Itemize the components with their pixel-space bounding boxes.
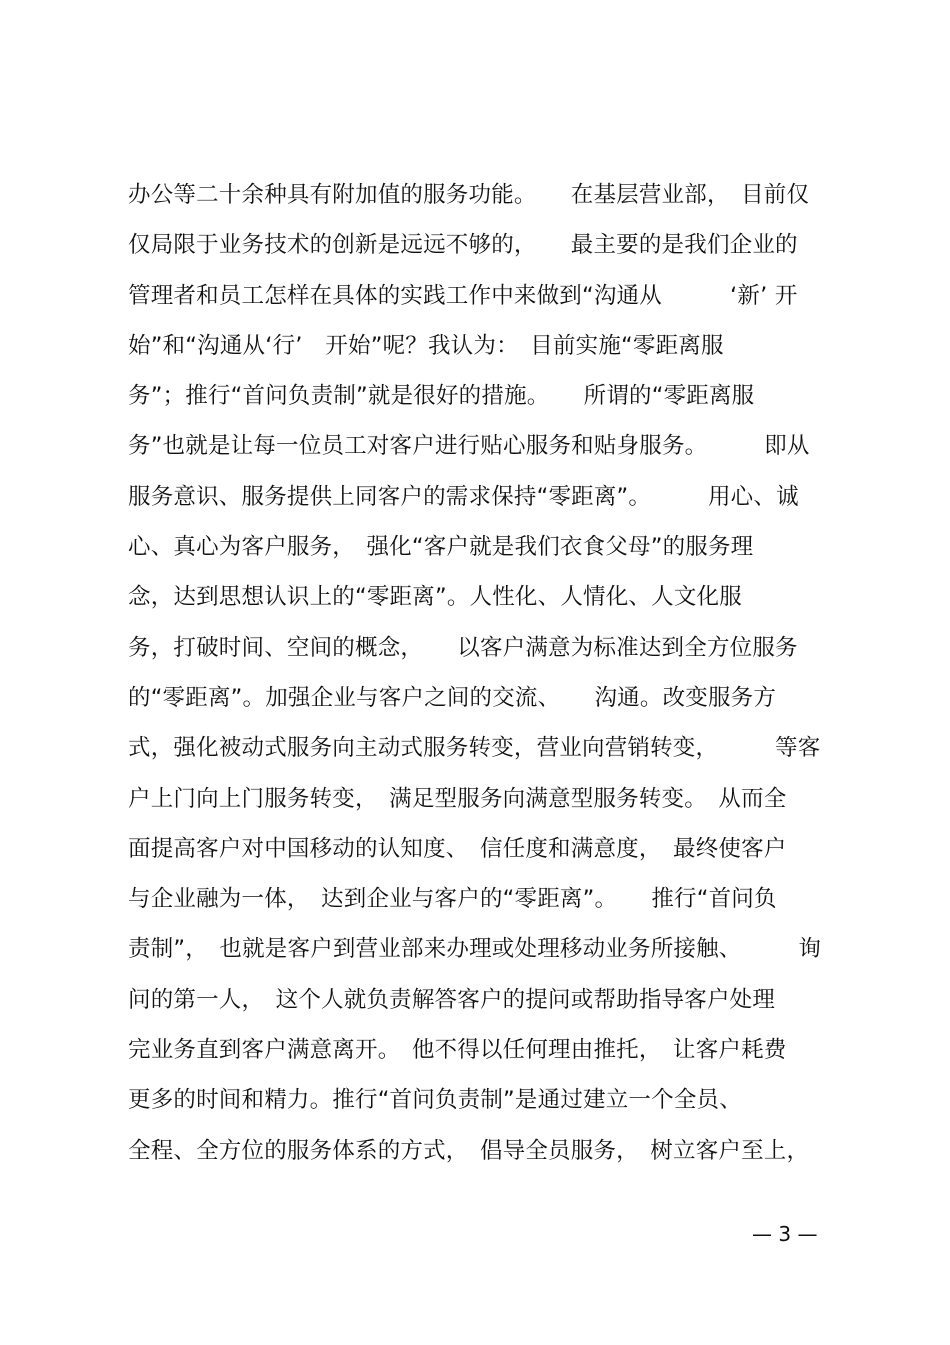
text-line: 式，强化被动式服务向主动式服务转变，营业向营销转变， 等客 [128, 735, 821, 762]
text-line: 全程、全方位的服务体系的方式， 倡导全员服务， 树立客户至上， [128, 1137, 810, 1164]
text-line: 务”；推行“首问负责制”就是很好的措施。 所谓的“零距离服 [128, 383, 755, 410]
text-line: 管理者和员工怎样在具体的实践工作中来做到“沟通从 ‘新’ 开 [128, 282, 798, 309]
text-line: 办公等二十余种具有附加值的服务功能。 在基层营业部， 目前仅 [128, 182, 810, 208]
text-line: 始”和“沟通从‘行’ 开始”呢？我认为： 目前实施“零距离服 [128, 332, 724, 359]
text-line: 问的第一人， 这个人就负责解答客户的提问或帮助指导客户处理 [128, 986, 776, 1013]
text-line: 务”也就是让每一位员工对客户进行贴心服务和贴身服务。 即从 [128, 433, 810, 460]
text-line: 务，打破时间、空间的概念， 以客户满意为标准达到全方位服务 [128, 634, 798, 661]
text-line: 面提高客户对中国移动的认知度、 信任度和满意度， 最终使客户 [128, 835, 787, 862]
text-line: 完业务直到客户满意离开。 他不得以任何理由推托， 让客户耗费 [128, 1037, 787, 1064]
text-line: 仅局限于业务技术的创新是远远不够的， 最主要的是我们企业的 [128, 232, 798, 259]
text-line: 户上门向上门服务转变， 满足型服务向满意型服务转变。 从而全 [128, 785, 787, 812]
text-line: 的“零距离”。加强企业与客户之间的交流、 沟通。改变服务方 [128, 684, 777, 711]
text-line: 与企业融为一体， 达到企业与客户的“零距离”。 推行“首问负 [128, 886, 777, 913]
text-line: 心、真心为客户服务， 强化“客户就是我们衣食父母”的服务理 [128, 534, 754, 561]
text-line: 更多的时间和精力。推行“首问负责制”是通过建立一个全员、 [128, 1087, 742, 1114]
page-number: — 3 — [752, 1222, 818, 1246]
text-line: 服务意识、服务提供上同客户的需求保持“零距离”。 用心、诚 [128, 483, 799, 510]
body-text [128, 170, 833, 1176]
text-line: 责制”， 也就是客户到营业部来办理或处理移动业务所接触、 询 [128, 936, 822, 963]
text-line: 念，达到思想认识上的“零距离”。人性化、人情化、人文化服 [128, 584, 742, 611]
